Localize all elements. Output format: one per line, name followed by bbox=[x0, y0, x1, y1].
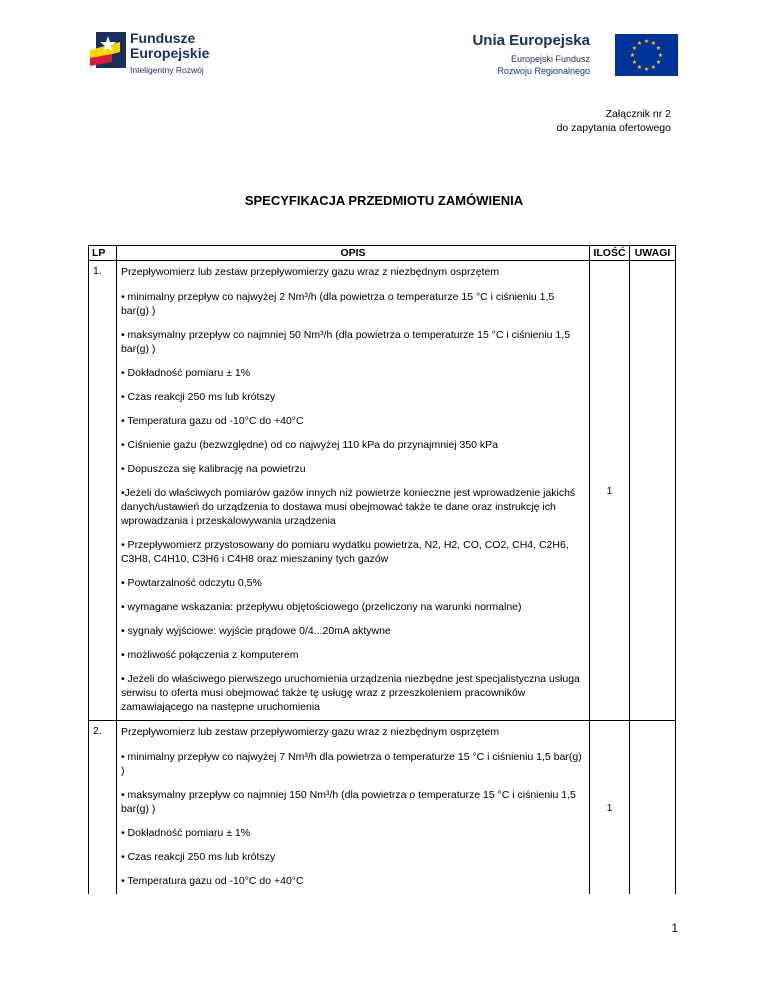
spec-line: • Temperatura gazu od -10°C do +40°C bbox=[120, 415, 304, 427]
svg-text:★: ★ bbox=[636, 64, 643, 71]
spec-line: • maksymalny przepływ co najmniej 150 Nm³/h (dla powietrza o temperaturze 15 °C i ciśnieniu 1,5 bar(g) ) bbox=[120, 789, 576, 815]
annex-line2: do zapytania ofertowego bbox=[556, 122, 671, 134]
spec-line: • możliwość połączenia z komputerem bbox=[120, 649, 299, 661]
fundusze-europejskie-logo bbox=[90, 28, 260, 80]
ue-logo-line1: Europejski Fundusz bbox=[510, 54, 590, 64]
row-lp: 1. bbox=[89, 261, 117, 721]
svg-text:★: ★ bbox=[655, 45, 662, 52]
spec-line: • Dopuszcza się kalibrację na powietrzu bbox=[120, 463, 306, 475]
eu-flag-icon bbox=[615, 34, 678, 76]
table-row bbox=[89, 721, 676, 895]
svg-text:★: ★ bbox=[650, 40, 657, 47]
spec-line: • Dokładność pomiaru ± 1% bbox=[120, 827, 251, 839]
spec-line: • Ciśnienie gazu (bezwzględne) od co najwyżej 110 kPa do przynajmniej 350 kPa bbox=[120, 439, 498, 451]
svg-text:★: ★ bbox=[643, 66, 650, 73]
page-number: 1 bbox=[671, 921, 678, 935]
spec-line: •Jeżeli do właściwych pomiarów gazów innych niż powietrze konieczne jest wprowadzenie jakichś danych/ustawień do urządzenia to dostawa musi obejmować także te dane oraz instrukcję ich wprowadzania i przeskalowywania urządzenia bbox=[120, 487, 576, 527]
row-description bbox=[116, 261, 589, 721]
spec-line: • wymagane wskazania: przepływu objętościowego (przeliczony na warunki normalne) bbox=[120, 601, 522, 613]
svg-text:★: ★ bbox=[631, 45, 638, 52]
header-opis: OPIS bbox=[116, 246, 589, 261]
header-lp: LP bbox=[89, 246, 117, 261]
spec-line: • Temperatura gazu od -10°C do +40°C bbox=[120, 875, 304, 887]
svg-text:★: ★ bbox=[631, 59, 638, 66]
row-remarks bbox=[630, 261, 676, 721]
item-title: Przepływomierz lub zestaw przepływomierzy gazu wraz z niezbędnym osprzętem bbox=[120, 266, 500, 278]
unia-europejska-logo bbox=[472, 32, 678, 82]
svg-text:★: ★ bbox=[650, 64, 657, 71]
spec-line: • Przepływomierz przystosowany do pomiaru wydatku powietrza, N2, H2, CO, CO2, CH4, C2H6, C3H8, C4H10, C3H6 i C4H8 oraz mieszaniny tych gazów bbox=[120, 539, 569, 565]
item-title: Przepływomierz lub zestaw przepływomierzy gazu wraz z niezbędnym osprzętem bbox=[120, 726, 500, 738]
annex-note bbox=[557, 107, 671, 135]
header-ilosc: ILOŚĆ bbox=[590, 246, 630, 261]
spec-line: • Czas reakcji 250 ms lub krótszy bbox=[120, 851, 276, 863]
spec-line: • maksymalny przepływ co najmniej 50 Nm³/h (dla powietrza o temperaturze 15 °C i ciśnieniu 1,5 bar(g) ) bbox=[120, 329, 571, 355]
svg-text:★: ★ bbox=[629, 52, 636, 59]
specification-table bbox=[88, 245, 676, 894]
ue-logo-line2: Rozwoju Regionalnego bbox=[497, 66, 590, 76]
fe-logo-line1: Fundusze bbox=[130, 30, 196, 46]
spec-line: • minimalny przepływ co najwyżej 2 Nm³/h (dla powietrza o temperaturze 15 °C i ciśnieniu 1,5 bar(g) ) bbox=[120, 291, 555, 317]
spec-line: • minimalny przepływ co najwyżej 7 Nm³/h dla powietrza o temperaturze 15 °C i ciśnieniu 1,5 bar(g) ) bbox=[120, 751, 582, 777]
row-lp: 2. bbox=[89, 721, 117, 895]
spec-line: • Dokładność pomiaru ± 1% bbox=[120, 367, 251, 379]
fe-logo-line2: Europejskie bbox=[130, 45, 210, 61]
row-quantity: 1 bbox=[590, 721, 630, 895]
row-description bbox=[116, 721, 589, 895]
ue-logo-title: Unia Europejska bbox=[472, 32, 590, 49]
fe-logo-line3: Inteligentny Rozwój bbox=[130, 65, 204, 75]
document-title: SPECYFIKACJA PRZEDMIOTU ZAMÓWIENIA bbox=[244, 193, 524, 208]
spec-line: • Powtarzalność odczytu 0,5% bbox=[120, 577, 262, 589]
table-row bbox=[89, 261, 676, 721]
fe-star-flag-icon bbox=[90, 28, 126, 70]
svg-text:★: ★ bbox=[655, 59, 662, 66]
svg-text:★: ★ bbox=[657, 52, 664, 59]
row-quantity: 1 bbox=[590, 261, 630, 721]
spec-line: • Jeżeli do właściwego pierwszego uruchomienia urządzenia niezbędne jest specjalistyczna usługa serwisu to oferta musi obejmować także tę usługę wraz z przeszkoleniem pracowników zamawiającego na następne uruchomienia bbox=[120, 673, 580, 713]
row-remarks bbox=[630, 721, 676, 895]
svg-text:★: ★ bbox=[636, 40, 643, 47]
header-uwagi: UWAGI bbox=[630, 246, 676, 261]
spec-line: • Czas reakcji 250 ms lub krótszy bbox=[120, 391, 276, 403]
ue-logo-subtitle bbox=[497, 53, 590, 77]
table-header-row bbox=[89, 246, 676, 261]
annex-line1: Załącznik nr 2 bbox=[605, 108, 671, 120]
spec-line: • sygnały wyjściowe: wyjście prądowe 0/4...20mA aktywne bbox=[120, 625, 391, 637]
svg-text:★: ★ bbox=[643, 38, 650, 45]
